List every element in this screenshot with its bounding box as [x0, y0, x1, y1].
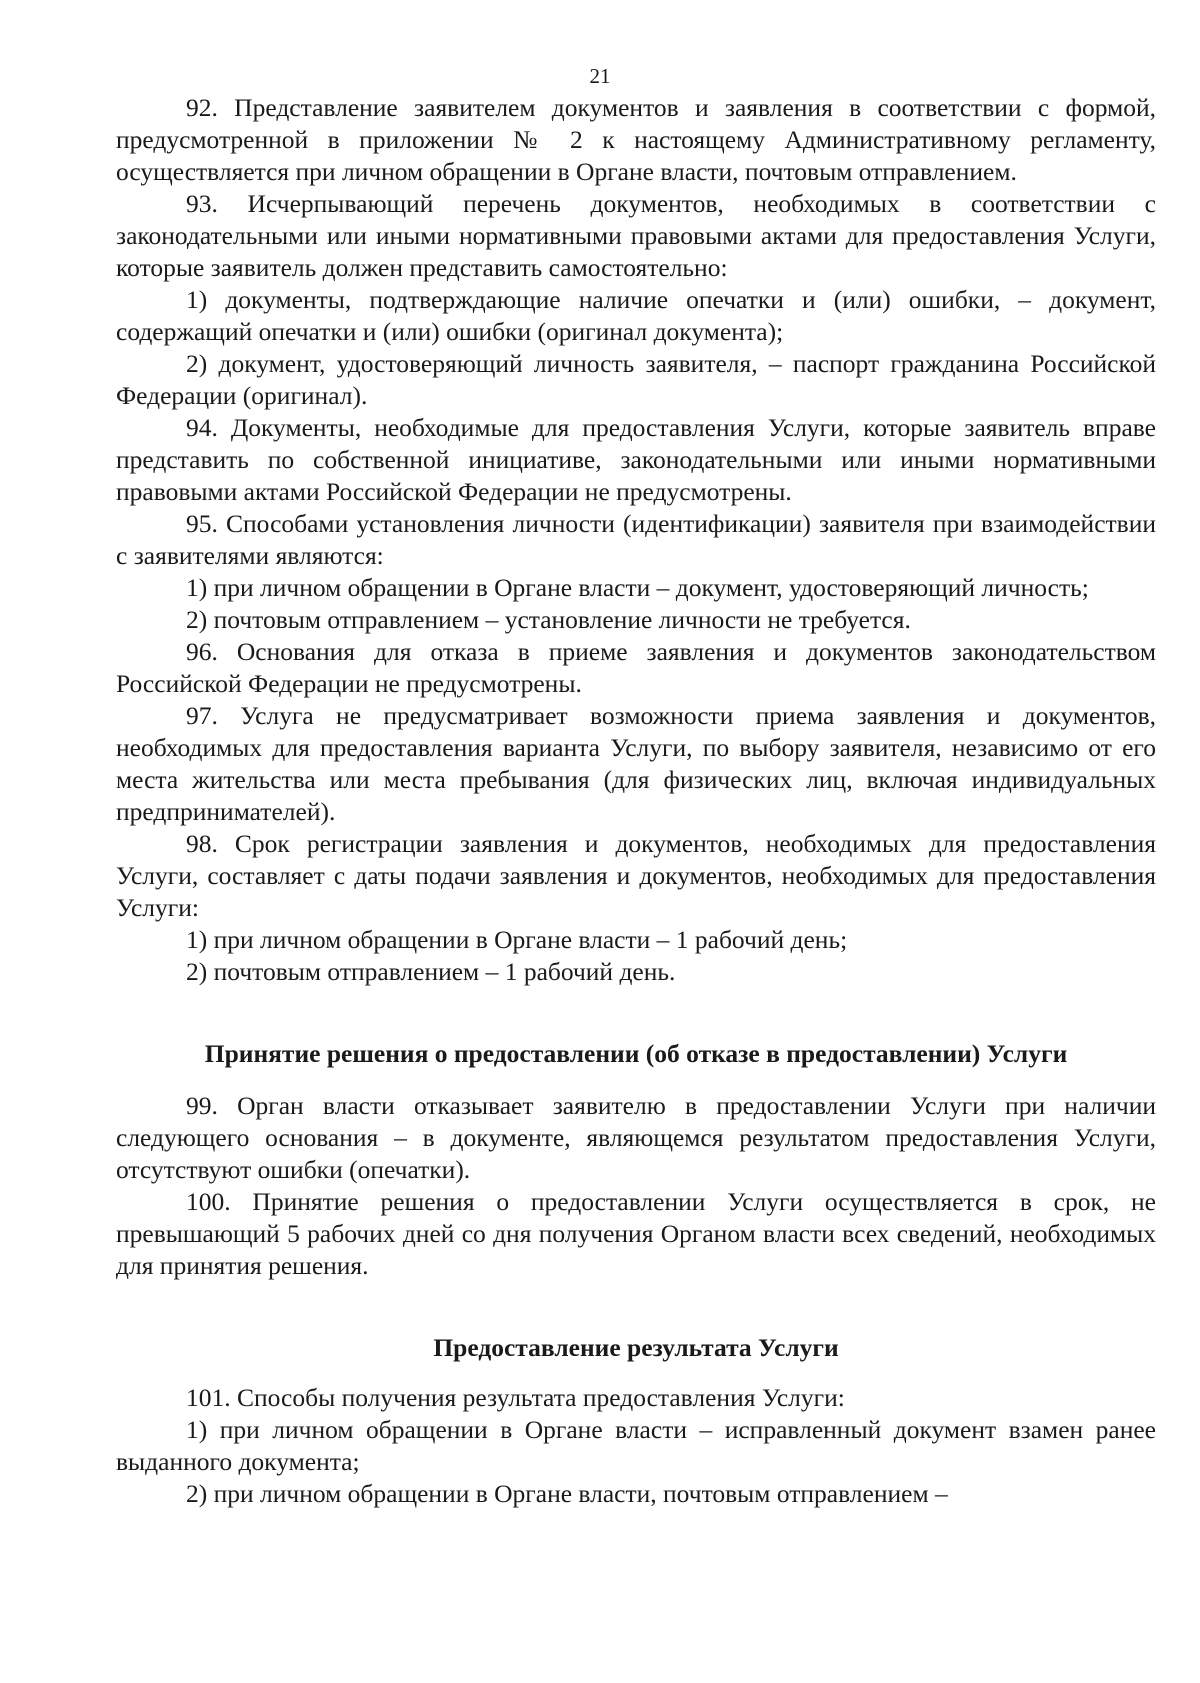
- paragraph-101-item-1: 1) при личном обращении в Органе власти – исправленный документ взамен ранее выданного документа;: [116, 1415, 1156, 1476]
- paragraph-98-item-2: 2) почтовым отправлением – 1 рабочий день.: [186, 957, 676, 986]
- paragraph-101-item-2: 2) при личном обращении в Органе власти, почтовым отправлением –: [186, 1479, 948, 1508]
- paragraph-97: 97. Услуга не предусматривает возможности приема заявления и документов, необходимых для предоставления варианта Услуги, по выбору заявителя, независимо от его места жительства или места пребывания (для физических лиц, включая индивидуальных предпринимателей).: [116, 701, 1156, 826]
- paragraph-95: 95. Способами установления личности (идентификации) заявителя при взаимодействии с заявителями являются:: [116, 509, 1156, 570]
- paragraph-96: 96. Основания для отказа в приеме заявления и документов законодательством Российской Федерации не предусмотрены.: [116, 637, 1156, 698]
- paragraph-94: 94. Документы, необходимые для предоставления Услуги, которые заявитель вправе представить по собственной инициативе, законодательными или иными нормативными правовыми актами Российской Федерации не предусмотрены.: [116, 413, 1156, 506]
- paragraph-99: 99. Орган власти отказывает заявителю в предоставлении Услуги при наличии следующего основания – в документе, являющемся результатом предоставления Услуги, отсутствуют ошибки (опечатки).: [116, 1091, 1156, 1184]
- paragraph-93: 93. Исчерпывающий перечень документов, необходимых в соответствии с законодательными или иными нормативными правовыми актами для предоставления Услуги, которые заявитель должен представить самостоятельно:: [116, 189, 1156, 282]
- document-body: [116, 92, 1156, 1510]
- paragraph-93-item-2: 2) документ, удостоверяющий личность заявителя, – паспорт гражданина Российской Федерации (оригинал).: [116, 349, 1156, 410]
- section-heading-decision: Принятие решения о предоставлении (об отказе в предоставлении) Услуги: [204, 1039, 1068, 1068]
- paragraph-98-item-1: 1) при личном обращении в Органе власти – 1 рабочий день;: [186, 925, 848, 954]
- paragraph-98: 98. Срок регистрации заявления и документов, необходимых для предоставления Услуги, составляет с даты подачи заявления и документов, необходимых для предоставления Услуги:: [116, 829, 1156, 922]
- paragraph-100: 100. Принятие решения о предоставлении Услуги осуществляется в срок, не превышающий 5 рабочих дней со дня получения Органом власти всех сведений, необходимых для принятия решения.: [116, 1187, 1156, 1280]
- section-heading-result: Предоставление результата Услуги: [433, 1333, 839, 1362]
- page-number: 21: [589, 64, 611, 88]
- paragraph-93-item-1: 1) документы, подтверждающие наличие опечатки и (или) ошибки, – документ, содержащий опечатки и (или) ошибки (оригинал документа);: [116, 285, 1156, 346]
- paragraph-95-item-1: 1) при личном обращении в Органе власти – документ, удостоверяющий личность;: [186, 573, 1089, 602]
- paragraph-95-item-2: 2) почтовым отправлением – установление личности не требуется.: [186, 605, 911, 634]
- paragraph-92: 92. Представление заявителем документов и заявления в соответствии с формой, предусмотренной в приложении № 2 к настоящему Административному регламенту, осуществляется при личном обращении в Органе власти, почтовым отправлением.: [116, 93, 1156, 186]
- paragraph-101: 101. Способы получения результата предоставления Услуги:: [186, 1383, 845, 1412]
